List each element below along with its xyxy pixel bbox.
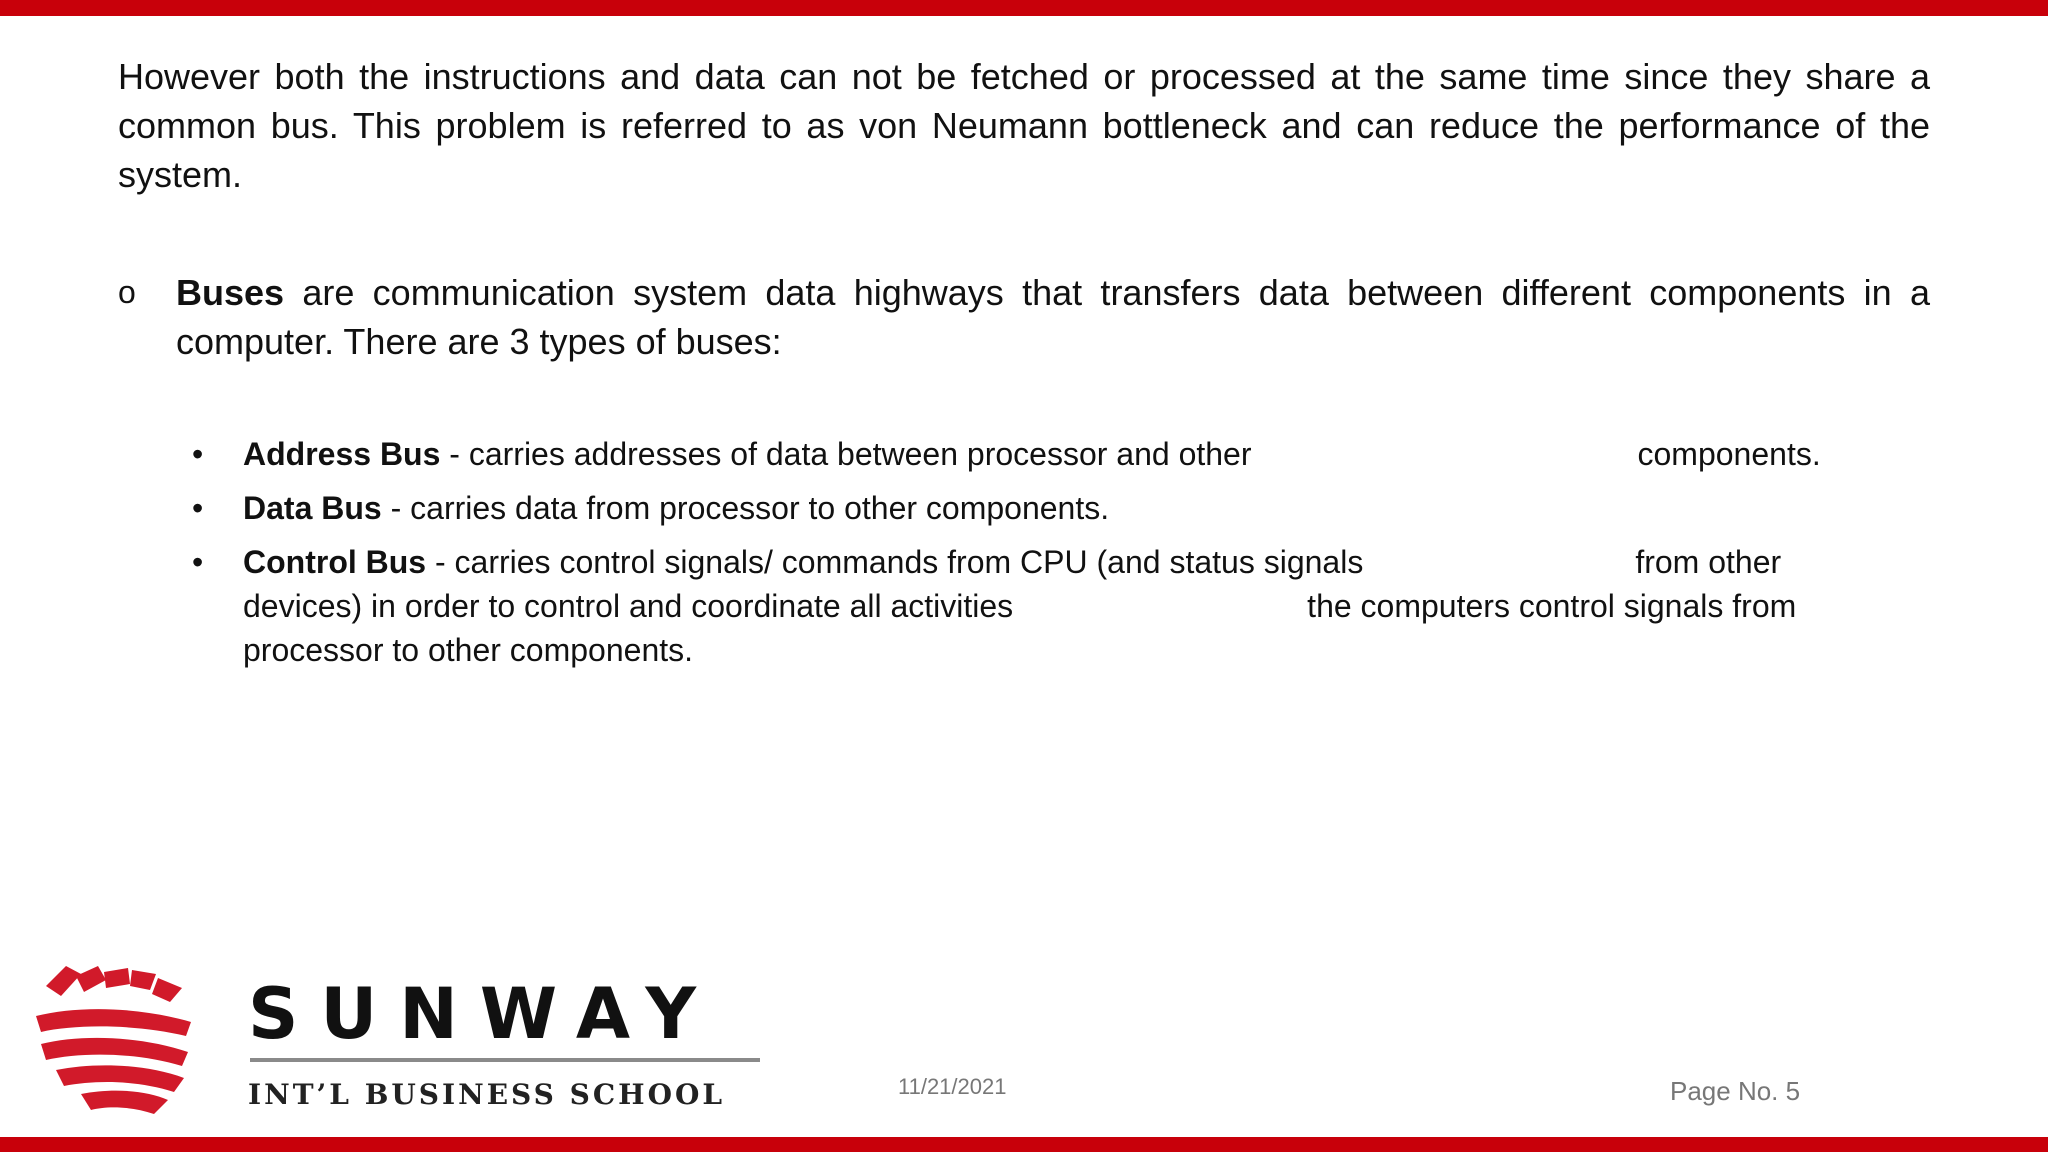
address-bus-text-b: components. — [1637, 436, 1821, 472]
control-bus-line-2 — [243, 584, 1892, 628]
bullet-icon: • — [192, 544, 204, 580]
control-bus-line-1 — [243, 540, 1892, 584]
control-bus-term: Control Bus — [243, 544, 427, 580]
page-number: Page No. 5 — [1670, 1076, 1801, 1106]
buses-text — [176, 268, 1930, 366]
top-accent-bar — [0, 0, 2048, 16]
control-bus-line-3 — [243, 628, 1892, 672]
control-bus-text-e: processor to other components. — [243, 632, 694, 668]
buses-description: are communication system data highways that transfers data between different components in a computer. There are 3 types of buses: — [176, 272, 1930, 362]
control-bus-text-d: the computers control signals from — [1307, 588, 1797, 624]
bullet-icon: • — [192, 436, 204, 472]
school-name: INT’L BUSINESS SCHOOL — [248, 1078, 726, 1111]
data-bus-text: carries data from processor to other components. — [410, 490, 1110, 526]
intro-paragraph: However both the instructions and data can not be fetched or processed at the same time since they share a common bus. This problem is referred to as von Neumann bottleneck and can reduce the performance of the system. — [118, 56, 1930, 195]
bus-types-list — [192, 432, 1892, 672]
control-bus-text-b: from other — [1635, 544, 1782, 580]
bullet-icon: • — [192, 490, 204, 526]
data-bus-sep: - — [381, 490, 411, 526]
data-bus-term: Data Bus — [243, 490, 382, 526]
hollow-bullet-icon: o — [118, 274, 136, 310]
sunway-logo-icon — [36, 966, 196, 1116]
address-bus-sep: - — [440, 436, 469, 472]
control-bus-text-c: devices) in order to control and coordinate all activities — [243, 588, 1014, 624]
slide-date: 11/21/2021 — [898, 1074, 1007, 1099]
bottom-accent-bar — [0, 1137, 2048, 1152]
control-bus-text-a: carries control signals/ commands from CPU (and status signals — [454, 544, 1364, 580]
brand-divider — [250, 1058, 760, 1062]
list-item-address-bus — [192, 432, 1892, 476]
buses-term: Buses — [176, 272, 285, 313]
address-bus-term: Address Bus — [243, 436, 441, 472]
list-item-control-bus — [192, 540, 1892, 672]
list-item-data-bus — [192, 486, 1892, 530]
address-bus-text-a: carries addresses of data between processor and other — [468, 436, 1252, 472]
brand-name: SUNWAY — [248, 973, 719, 1055]
control-bus-sep: - — [426, 544, 455, 580]
buses-bullet — [118, 268, 1930, 366]
